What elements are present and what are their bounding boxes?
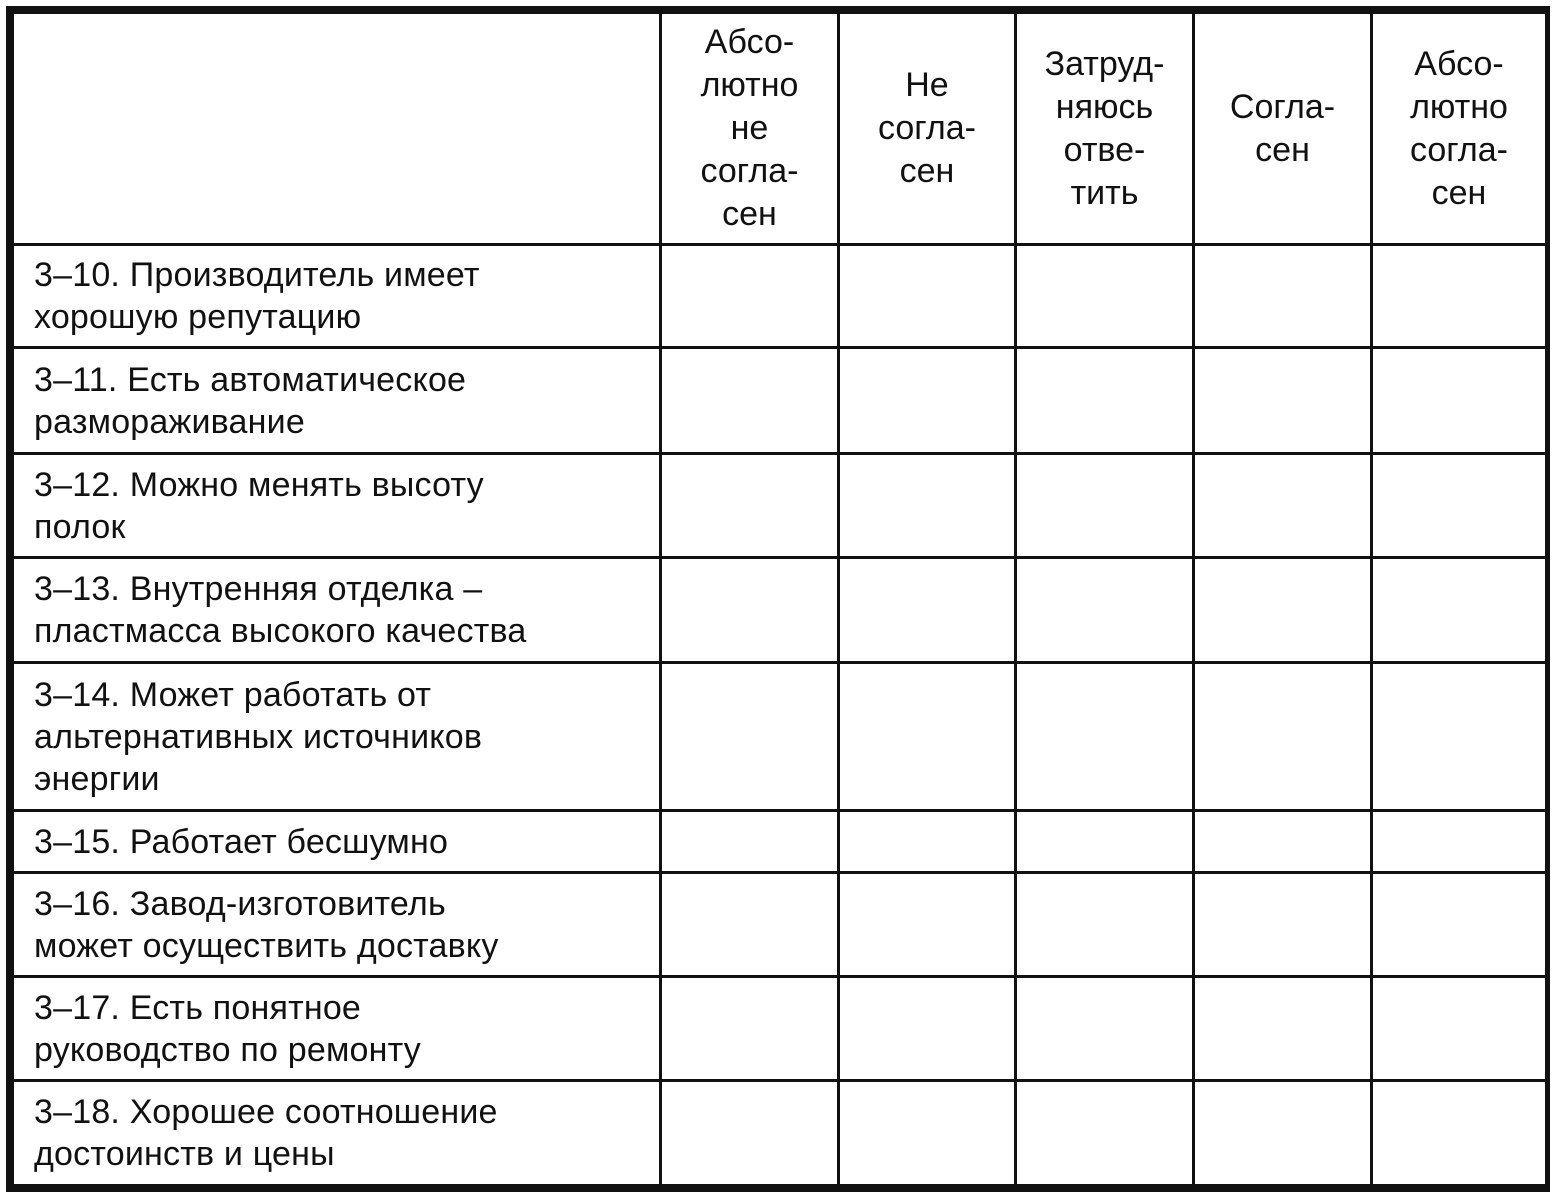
answer-cell-strongly-disagree[interactable]	[661, 558, 839, 663]
answer-cell-strongly-disagree[interactable]	[661, 873, 839, 977]
likert-survey-table	[11, 11, 1548, 1187]
statement-3-17: 3–17. Есть понятное руководство по ремонту	[13, 977, 661, 1081]
answer-cell-undecided[interactable]	[1016, 663, 1194, 811]
header-agree: Согла- сен	[1194, 13, 1372, 245]
answer-cell-disagree[interactable]	[839, 558, 1016, 663]
answer-cell-undecided[interactable]	[1016, 811, 1194, 873]
answer-cell-disagree[interactable]	[839, 245, 1016, 348]
statement-3-13: 3–13. Внутренняя отделка – пластмасса высокого качества	[13, 558, 661, 663]
statement-3-15: 3–15. Работает бесшумно	[13, 811, 661, 873]
answer-cell-strongly-agree[interactable]	[1372, 245, 1547, 348]
statement-3-16: 3–16. Завод-изготовитель может осуществить доставку	[13, 873, 661, 977]
header-disagree: Не согла- сен	[839, 13, 1016, 245]
table-row	[13, 977, 1547, 1081]
answer-cell-agree[interactable]	[1194, 1081, 1372, 1186]
statement-3-11: 3–11. Есть автоматическое размораживание	[13, 348, 661, 454]
answer-cell-strongly-agree[interactable]	[1372, 558, 1547, 663]
answer-cell-agree[interactable]	[1194, 558, 1372, 663]
survey-sheet	[6, 6, 1550, 1192]
answer-cell-agree[interactable]	[1194, 663, 1372, 811]
header-undecided: Затруд- няюсь отве- тить	[1016, 13, 1194, 245]
table-row	[13, 454, 1547, 558]
answer-cell-strongly-agree[interactable]	[1372, 348, 1547, 454]
statement-3-14: 3–14. Может работать от альтернативных источников энергии	[13, 663, 661, 811]
answer-cell-strongly-agree[interactable]	[1372, 454, 1547, 558]
table-row	[13, 245, 1547, 348]
answer-cell-undecided[interactable]	[1016, 245, 1194, 348]
statement-3-12: 3–12. Можно менять высоту полок	[13, 454, 661, 558]
answer-cell-agree[interactable]	[1194, 348, 1372, 454]
statement-3-10: 3–10. Производитель имеет хорошую репутацию	[13, 245, 661, 348]
answer-cell-strongly-disagree[interactable]	[661, 454, 839, 558]
answer-cell-strongly-disagree[interactable]	[661, 663, 839, 811]
answer-cell-agree[interactable]	[1194, 811, 1372, 873]
table-row	[13, 873, 1547, 977]
answer-cell-disagree[interactable]	[839, 663, 1016, 811]
answer-cell-agree[interactable]	[1194, 977, 1372, 1081]
table-row	[13, 1081, 1547, 1186]
answer-cell-agree[interactable]	[1194, 454, 1372, 558]
table-row	[13, 348, 1547, 454]
answer-cell-strongly-disagree[interactable]	[661, 811, 839, 873]
answer-cell-agree[interactable]	[1194, 873, 1372, 977]
table-row	[13, 663, 1547, 811]
answer-cell-strongly-disagree[interactable]	[661, 245, 839, 348]
answer-cell-undecided[interactable]	[1016, 873, 1194, 977]
answer-cell-strongly-agree[interactable]	[1372, 811, 1547, 873]
table-row	[13, 558, 1547, 663]
statement-3-18: 3–18. Хорошее соотношение достоинств и цены	[13, 1081, 661, 1186]
header-strongly-agree: Абсо- лютно согла- сен	[1372, 13, 1547, 245]
corner-cell	[13, 13, 661, 245]
answer-cell-undecided[interactable]	[1016, 977, 1194, 1081]
answer-cell-undecided[interactable]	[1016, 558, 1194, 663]
answer-cell-disagree[interactable]	[839, 873, 1016, 977]
answer-cell-strongly-agree[interactable]	[1372, 663, 1547, 811]
answer-cell-strongly-disagree[interactable]	[661, 977, 839, 1081]
answer-cell-strongly-agree[interactable]	[1372, 873, 1547, 977]
answer-cell-disagree[interactable]	[839, 454, 1016, 558]
answer-cell-disagree[interactable]	[839, 1081, 1016, 1186]
answer-cell-agree[interactable]	[1194, 245, 1372, 348]
header-strongly-disagree: Абсо- лютно не согла- сен	[661, 13, 839, 245]
answer-cell-undecided[interactable]	[1016, 454, 1194, 558]
table-row	[13, 811, 1547, 873]
answer-cell-disagree[interactable]	[839, 348, 1016, 454]
header-row	[13, 13, 1547, 245]
answer-cell-strongly-disagree[interactable]	[661, 348, 839, 454]
answer-cell-strongly-agree[interactable]	[1372, 977, 1547, 1081]
answer-cell-disagree[interactable]	[839, 977, 1016, 1081]
answer-cell-strongly-disagree[interactable]	[661, 1081, 839, 1186]
answer-cell-strongly-agree[interactable]	[1372, 1081, 1547, 1186]
answer-cell-undecided[interactable]	[1016, 348, 1194, 454]
answer-cell-undecided[interactable]	[1016, 1081, 1194, 1186]
answer-cell-disagree[interactable]	[839, 811, 1016, 873]
